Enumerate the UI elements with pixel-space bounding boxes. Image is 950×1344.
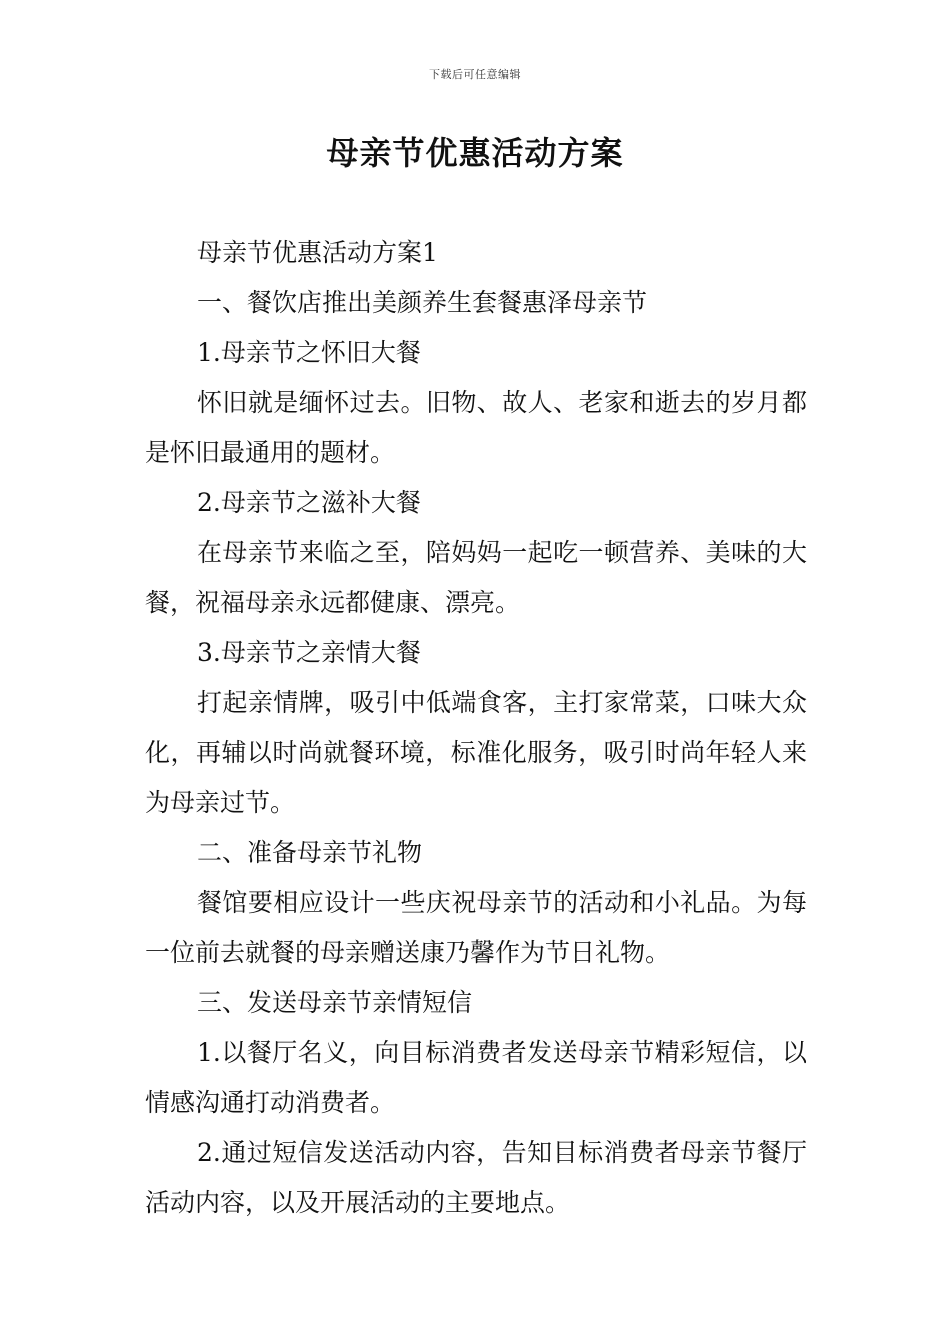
subsection-heading: 3.母亲节之亲情大餐 (197, 638, 421, 667)
paragraph: 怀旧就是缅怀过去。旧物、故人、老家和逝去的岁月都是怀旧最通用的题材。 (145, 388, 807, 467)
section-heading: 一、餐饮店推出美颜养生套餐惠泽母亲节 (197, 288, 648, 317)
paragraph: 2.通过短信发送活动内容，告知目标消费者母亲节餐厅活动内容，以及开展活动的主要地点。 (145, 1138, 807, 1217)
document-title: 母亲节优惠活动方案 (326, 134, 624, 172)
paragraph: 餐馆要相应设计一些庆祝母亲节的活动和小礼品。为每一位前去就餐的母亲赠送康乃馨作为节日礼物。 (145, 888, 807, 967)
document-body (145, 228, 807, 1228)
section-heading: 二、准备母亲节礼物 (197, 838, 423, 867)
subsection-heading: 1.母亲节之怀旧大餐 (197, 338, 421, 367)
paragraph: 1.以餐厅名义，向目标消费者发送母亲节精彩短信，以情感沟通打动消费者。 (145, 1038, 807, 1117)
paragraph: 打起亲情牌，吸引中低端食客，主打家常菜，口味大众化，再辅以时尚就餐环境，标准化服务，吸引时尚年轻人来为母亲过节。 (145, 688, 807, 817)
paragraph-heading: 母亲节优惠活动方案1 (197, 238, 438, 267)
section-heading: 三、发送母亲节亲情短信 (197, 988, 473, 1017)
header-note: 下载后可任意编辑 (429, 68, 521, 81)
paragraph: 在母亲节来临之至，陪妈妈一起吃一顿营养、美味的大餐，祝福母亲永远都健康、漂亮。 (145, 538, 807, 617)
subsection-heading: 2.母亲节之滋补大餐 (197, 488, 421, 517)
